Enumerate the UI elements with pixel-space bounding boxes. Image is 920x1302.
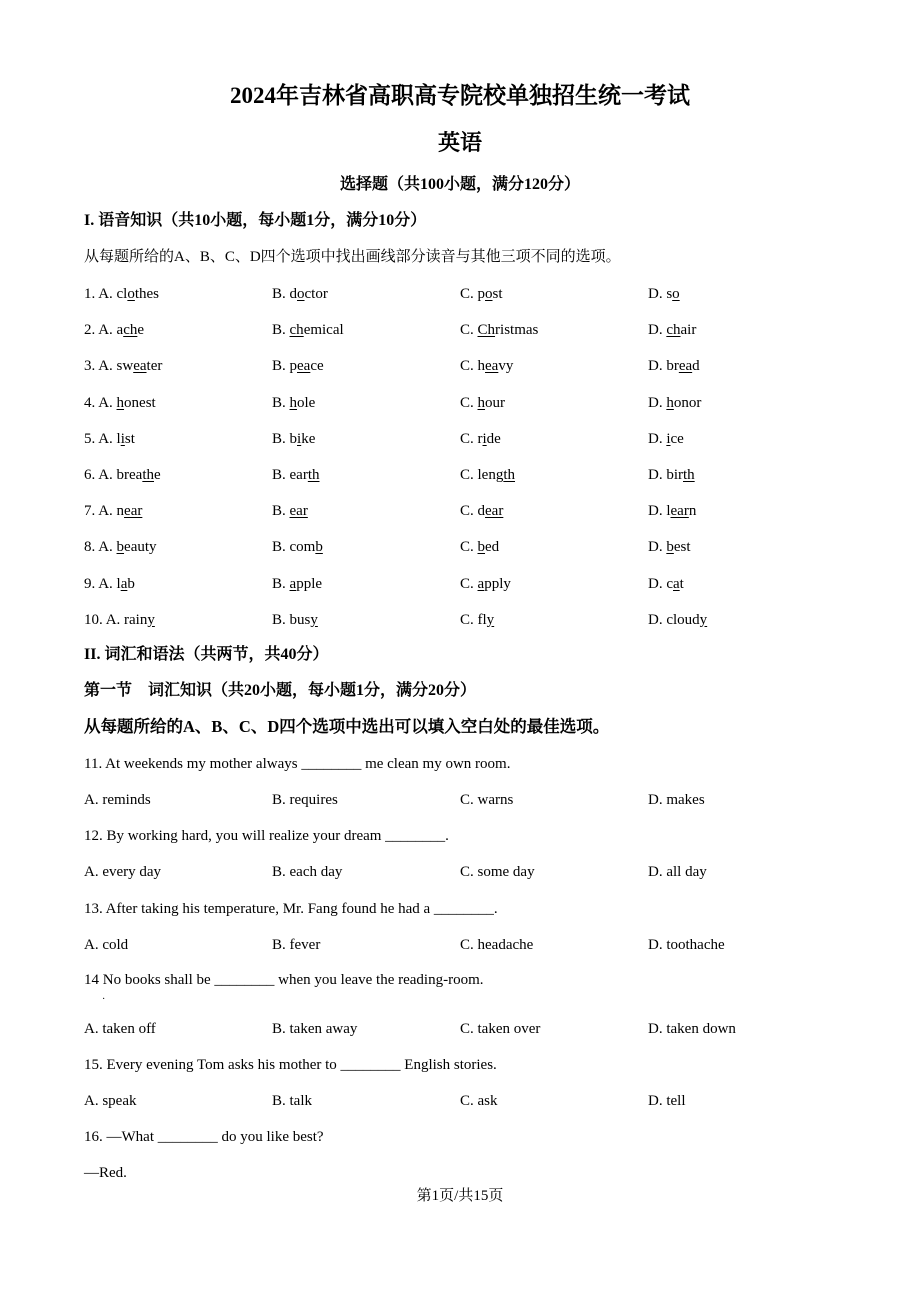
option	[272, 357, 324, 375]
option-text: C. fl	[460, 611, 487, 628]
option-text: D.	[648, 322, 667, 339]
option-text: B. p	[272, 358, 298, 375]
option-text: D.	[648, 539, 667, 556]
option: B. talk	[272, 1093, 312, 1109]
underlined-part: ear	[485, 503, 504, 520]
option-text: our	[485, 394, 506, 411]
option: B. each day	[272, 864, 343, 880]
option-text: b	[127, 575, 135, 592]
option	[460, 321, 538, 339]
option	[84, 321, 144, 339]
option: D. tell	[648, 1093, 686, 1109]
underlined-part: ear	[124, 503, 143, 520]
option-text: est	[673, 539, 691, 556]
underlined-part: h	[289, 394, 298, 411]
dot-mark: ·	[102, 994, 106, 1005]
option-text: C.	[460, 322, 478, 339]
option-text: C. h	[460, 358, 486, 375]
option	[84, 538, 157, 556]
option-text: ke	[301, 430, 316, 447]
underlined-part: o	[127, 286, 135, 302]
option-text: ole	[297, 394, 316, 411]
option-text: e	[137, 322, 145, 339]
question-number: 7.	[84, 503, 99, 520]
option: A. every day	[84, 864, 162, 880]
option-text: vy	[498, 358, 514, 375]
option	[84, 466, 161, 484]
option-text: C. p	[460, 286, 486, 302]
question-number: 3.	[84, 358, 99, 375]
underlined-part: b	[116, 539, 125, 556]
underlined-part: i	[666, 430, 671, 447]
option-text: B. d	[272, 286, 298, 302]
section2-heading: II. 词汇和语法（共两节，共40分）	[84, 646, 329, 663]
option	[460, 575, 511, 593]
option: A. taken off	[84, 1021, 156, 1037]
question-stem: 14 No books shall be ________ when you leave the reading-room.	[84, 972, 484, 988]
option	[84, 502, 142, 520]
option-text: A. a	[98, 322, 124, 339]
option	[272, 538, 323, 556]
option	[84, 357, 162, 375]
option	[460, 430, 501, 448]
exam-subtitle: 选择题（共100小题，满分120分）	[339, 176, 580, 193]
underlined-part: b	[477, 539, 486, 556]
underlined-part: ea	[678, 358, 693, 375]
option: C. taken over	[460, 1021, 541, 1037]
option	[648, 357, 700, 375]
option-text: d	[692, 358, 700, 375]
option-text: onest	[124, 394, 156, 411]
underlined-part: ch	[123, 322, 138, 339]
question-number: 6.	[84, 467, 99, 483]
question-stem: 13. After taking his temperature, Mr. Fang found he had a ________.	[84, 901, 498, 917]
subject-title: 英语	[437, 130, 482, 155]
option-text: n	[688, 503, 697, 520]
option-text: C.	[460, 394, 478, 411]
option-text: thes	[134, 286, 160, 302]
option	[648, 394, 701, 412]
question-number: 10.	[84, 611, 106, 628]
option	[648, 430, 684, 448]
option	[84, 575, 135, 593]
option	[272, 321, 344, 339]
option-text: B.	[272, 503, 290, 520]
option-text: D. c	[648, 575, 673, 592]
option	[648, 321, 696, 339]
underlined-part: i	[297, 430, 302, 447]
option-text: ristmas	[495, 322, 539, 339]
option-text: t	[679, 575, 684, 592]
option-text: eauty	[124, 539, 157, 556]
option-text: C. leng	[460, 467, 504, 483]
option	[460, 611, 494, 629]
underlined-part: th	[683, 467, 695, 483]
underlined-part: ch	[289, 322, 304, 339]
underlined-part: o	[485, 286, 493, 302]
option: A. cold	[84, 937, 129, 953]
option-text: A.	[98, 394, 117, 411]
option-text: ed	[485, 539, 500, 556]
option-text: de	[486, 430, 501, 447]
option-text: B. b	[272, 430, 298, 447]
underlined-part: th	[142, 467, 155, 483]
option-text: B.	[272, 394, 290, 411]
option	[272, 285, 328, 303]
option	[272, 502, 308, 520]
option-text: A. sw	[98, 358, 134, 375]
underlined-part: o	[297, 286, 305, 302]
underlined-part: a	[289, 575, 297, 592]
option	[84, 611, 155, 629]
option	[460, 357, 513, 375]
option-text: D. cloud	[648, 611, 700, 628]
underlined-part: ear	[289, 503, 308, 520]
option-text: D. l	[648, 503, 671, 520]
option	[460, 285, 503, 303]
option: A. speak	[84, 1093, 137, 1109]
option: B. taken away	[272, 1021, 358, 1037]
question-stem: 16. —What ________ do you like best?	[84, 1129, 324, 1145]
underlined-part: h	[477, 394, 486, 411]
option-text: pple	[296, 575, 323, 592]
underlined-part: ea	[297, 358, 311, 375]
option	[648, 285, 680, 303]
question-stem: 15. Every evening Tom asks his mother to ________ English stories.	[84, 1057, 497, 1073]
underlined-part: y	[310, 611, 318, 628]
question-number: 8.	[84, 539, 99, 556]
underlined-part: ear	[670, 503, 689, 520]
question-number: 2.	[84, 322, 99, 339]
option-text: air	[680, 322, 697, 339]
dialogue-answer: —Red.	[84, 1165, 127, 1181]
option: D. makes	[648, 792, 705, 808]
underlined-part: ea	[133, 358, 147, 375]
underlined-part: th	[503, 467, 516, 483]
question-stem: 11. At weekends my mother always ________ me clean my own room.	[84, 756, 511, 772]
page-footer: 第1页/共15页	[416, 1188, 504, 1204]
option-text: ce	[670, 430, 684, 447]
option-text: A. cl	[98, 286, 128, 302]
underlined-part: h	[666, 394, 674, 411]
option	[648, 466, 695, 484]
option: C. warns	[460, 792, 514, 808]
option: A. reminds	[84, 792, 151, 808]
option-text: C.	[460, 539, 478, 556]
option	[460, 502, 503, 520]
option-text: B.	[272, 575, 290, 592]
underlined-part: i	[120, 430, 125, 447]
option-text: A. rain	[105, 611, 148, 628]
option	[648, 611, 707, 629]
option-text: emical	[303, 322, 344, 339]
option-text: D.	[648, 394, 667, 411]
option-text: C. d	[460, 503, 486, 520]
option	[648, 575, 684, 593]
option	[460, 538, 499, 556]
underlined-part: Ch	[477, 322, 496, 339]
underlined-part: ch	[666, 322, 681, 339]
option-text: B.	[272, 322, 290, 339]
option-text: C. r	[460, 430, 483, 447]
option-text: A. l	[98, 430, 121, 447]
section1-instruction: 从每题所给的A、B、C、D四个选项中找出画线部分读音与其他三项不同的选项。	[84, 249, 621, 265]
option: D. toothache	[648, 937, 725, 953]
option-text: ter	[146, 358, 163, 375]
option: C. ask	[460, 1093, 498, 1109]
option	[272, 575, 322, 593]
option: C. some day	[460, 864, 535, 880]
option-text: C.	[460, 575, 478, 592]
question-stem: 12. By working hard, you will realize your dream ________.	[84, 828, 449, 844]
option-text: st	[492, 286, 503, 302]
option	[648, 538, 691, 556]
section2-instruction: 从每题所给的A、B、C、D四个选项中选出可以填入空白处的最佳选项。	[84, 717, 610, 736]
option	[272, 430, 315, 448]
option-text: D.	[648, 430, 667, 447]
option-text: D. bir	[648, 467, 683, 483]
option-text: e	[154, 467, 161, 483]
underlined-part: y	[147, 611, 155, 628]
option-text: A. brea	[98, 467, 143, 483]
underlined-part: y	[699, 611, 708, 628]
option-text: A.	[98, 539, 117, 556]
option: C. headache	[460, 937, 534, 953]
option-text: B. bus	[272, 611, 311, 628]
underlined-part: h	[116, 394, 125, 411]
option	[84, 430, 135, 448]
option	[460, 466, 515, 484]
question-number: 1.	[84, 286, 99, 302]
option-text: D. s	[648, 286, 673, 302]
option-text: onor	[673, 394, 702, 411]
option	[272, 466, 320, 484]
underlined-part: o	[672, 286, 680, 302]
option: D. taken down	[648, 1021, 736, 1037]
option-text: A. n	[98, 503, 125, 520]
option	[84, 394, 156, 412]
underlined-part: b	[315, 539, 323, 556]
question-number: 4.	[84, 394, 99, 411]
underlined-part: a	[477, 575, 485, 592]
exam-title: 2024年吉林省高职高专院校单独招生统一考试	[230, 83, 690, 108]
option: D. all day	[648, 864, 707, 880]
underlined-part: a	[120, 575, 128, 592]
option: B. requires	[272, 792, 338, 808]
option	[84, 285, 159, 303]
question-number: 9.	[84, 575, 99, 592]
question-number: 5.	[84, 430, 99, 447]
underlined-part: a	[673, 575, 680, 592]
option-text: B. ear	[272, 467, 308, 483]
option-text: A. l	[98, 575, 121, 592]
section1-heading: I. 语音知识（共10小题，每小题1分，满分10分）	[84, 212, 427, 229]
underlined-part: b	[666, 539, 674, 556]
underlined-part: y	[486, 611, 495, 628]
option-text: pply	[484, 575, 511, 592]
option-text: st	[124, 430, 135, 447]
underlined-part: th	[307, 467, 320, 483]
option-text: D. br	[648, 358, 679, 375]
underlined-part: ea	[485, 358, 499, 375]
option-text: ce	[310, 358, 324, 375]
option	[272, 611, 318, 629]
option: B. fever	[272, 937, 321, 953]
underlined-part: i	[482, 430, 487, 447]
option	[460, 394, 505, 412]
option	[648, 502, 696, 520]
option-text: B. com	[272, 539, 316, 556]
option-text: ctor	[304, 286, 328, 302]
part1-heading: 第一节 词汇知识（共20小题，每小题1分，满分20分）	[84, 682, 477, 699]
option	[272, 394, 315, 412]
